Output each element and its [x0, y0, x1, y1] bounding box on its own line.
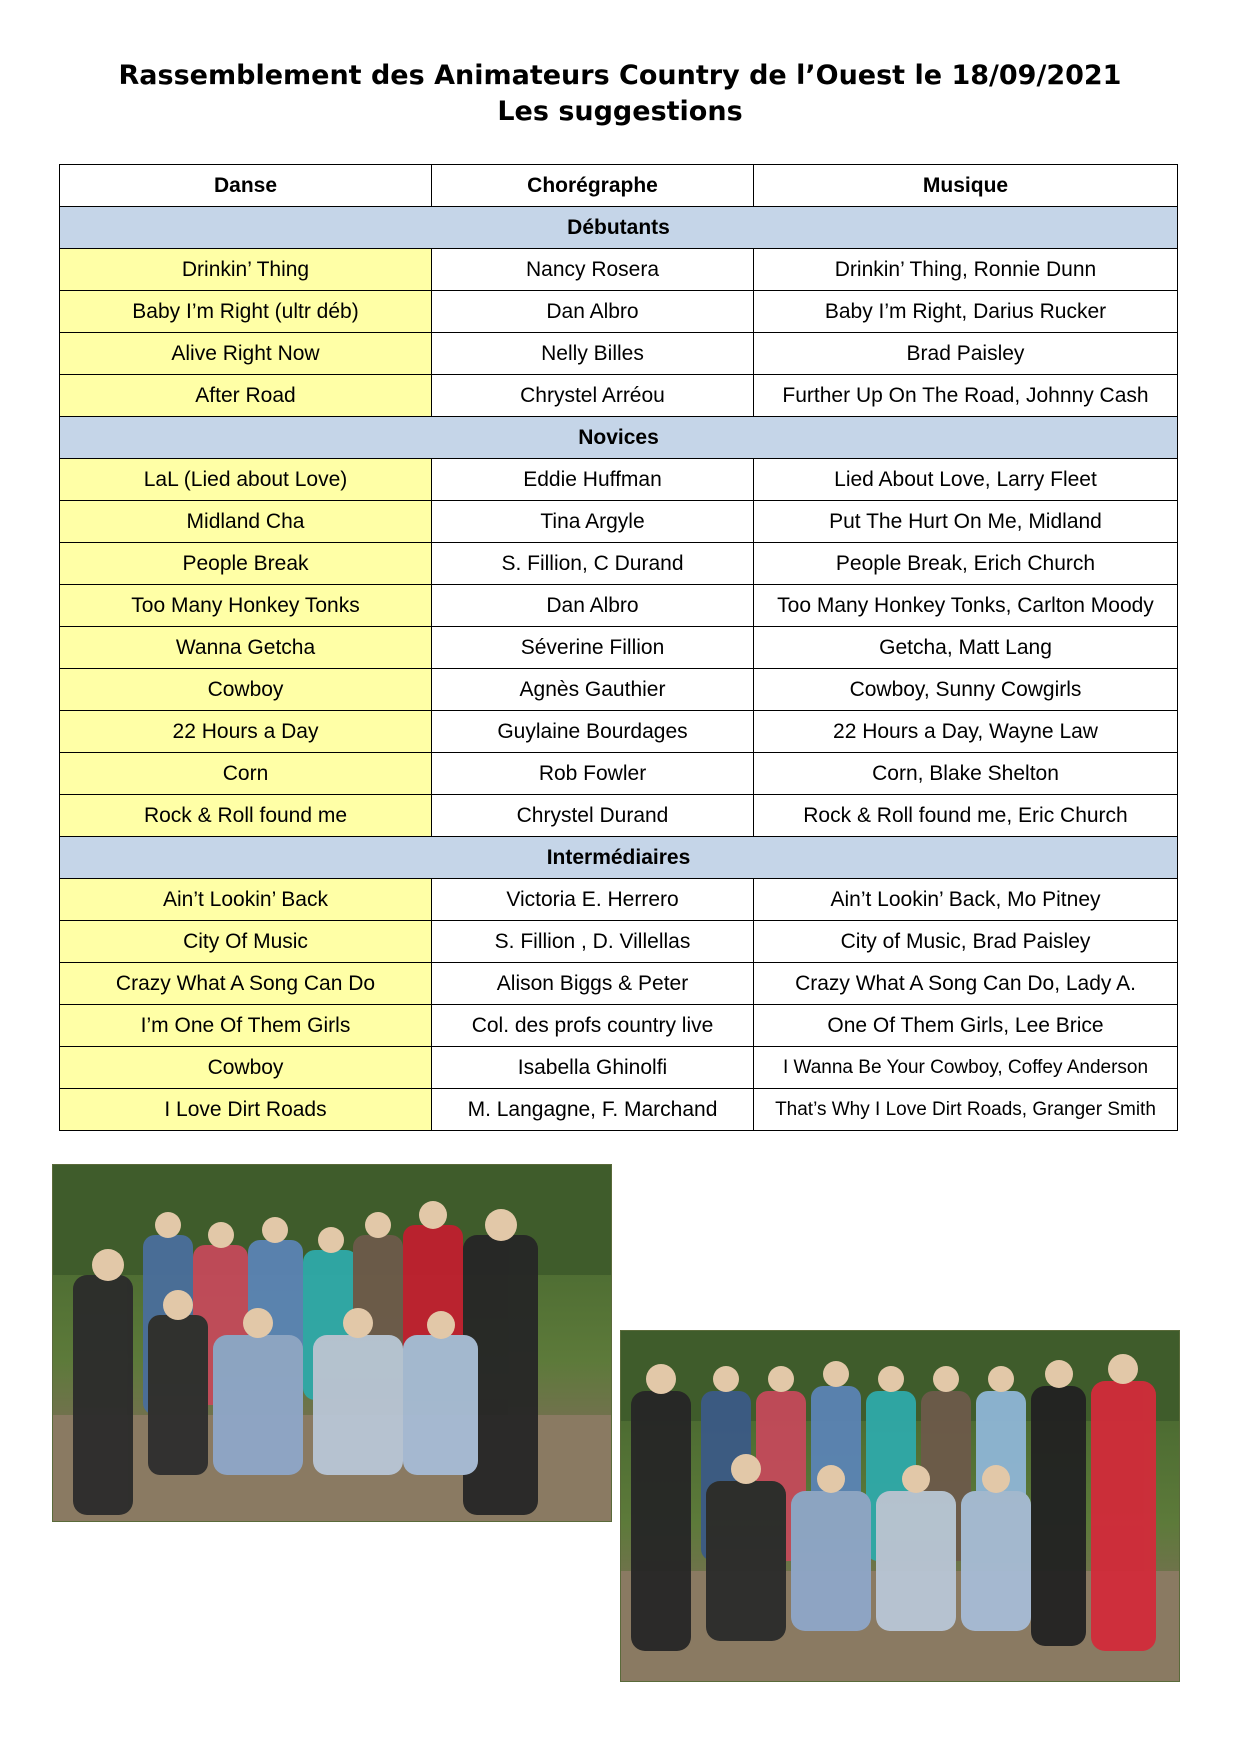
header-musique: Musique [754, 165, 1178, 207]
cell-choregraphe: Dan Albro [432, 291, 754, 333]
cell-choregraphe: Nancy Rosera [432, 249, 754, 291]
table-row [60, 291, 1178, 333]
cell-musique: Crazy What A Song Can Do, Lady A. [754, 963, 1178, 1005]
section-title: Intermédiaires [60, 837, 1178, 879]
group-photo-2-illustration [621, 1331, 1179, 1681]
table-body [60, 207, 1178, 1131]
cell-choregraphe: M. Langagne, F. Marchand [432, 1089, 754, 1131]
cell-musique: Brad Paisley [754, 333, 1178, 375]
cell-choregraphe: Dan Albro [432, 585, 754, 627]
table-header-row [60, 165, 1178, 207]
table-row [60, 375, 1178, 417]
table-row [60, 459, 1178, 501]
group-photo-1-illustration [53, 1165, 611, 1521]
section-title: Débutants [60, 207, 1178, 249]
cell-musique: People Break, Erich Church [754, 543, 1178, 585]
table-row [60, 879, 1178, 921]
cell-musique: Put The Hurt On Me, Midland [754, 501, 1178, 543]
cell-musique: Ain’t Lookin’ Back, Mo Pitney [754, 879, 1178, 921]
cell-choregraphe: Agnès Gauthier [432, 669, 754, 711]
cell-choregraphe: Isabella Ghinolfi [432, 1047, 754, 1089]
cell-musique: Lied About Love, Larry Fleet [754, 459, 1178, 501]
cell-danse: Wanna Getcha [60, 627, 432, 669]
cell-musique: Cowboy, Sunny Cowgirls [754, 669, 1178, 711]
cell-musique: Corn, Blake Shelton [754, 753, 1178, 795]
cell-musique: Further Up On The Road, Johnny Cash [754, 375, 1178, 417]
cell-danse: 22 Hours a Day [60, 711, 432, 753]
cell-choregraphe: Tina Argyle [432, 501, 754, 543]
table-row [60, 669, 1178, 711]
cell-danse: Baby I’m Right (ultr déb) [60, 291, 432, 333]
cell-danse: Drinkin’ Thing [60, 249, 432, 291]
table-row [60, 501, 1178, 543]
cell-choregraphe: Séverine Fillion [432, 627, 754, 669]
table-row [60, 1005, 1178, 1047]
table-row [60, 585, 1178, 627]
page-title [0, 58, 1240, 130]
cell-danse: Too Many Honkey Tonks [60, 585, 432, 627]
section-title: Novices [60, 417, 1178, 459]
cell-danse: Corn [60, 753, 432, 795]
table-row [60, 249, 1178, 291]
cell-musique: I Wanna Be Your Cowboy, Coffey Anderson [754, 1047, 1178, 1089]
cell-danse: City Of Music [60, 921, 432, 963]
cell-choregraphe: Guylaine Bourdages [432, 711, 754, 753]
cell-choregraphe: Rob Fowler [432, 753, 754, 795]
dance-suggestions-table [59, 164, 1178, 1131]
cell-danse: Crazy What A Song Can Do [60, 963, 432, 1005]
cell-danse: Midland Cha [60, 501, 432, 543]
cell-danse: I Love Dirt Roads [60, 1089, 432, 1131]
cell-choregraphe: S. Fillion , D. Villellas [432, 921, 754, 963]
table-row [60, 1089, 1178, 1131]
table-row [60, 963, 1178, 1005]
table-row [60, 795, 1178, 837]
cell-danse: Cowboy [60, 1047, 432, 1089]
table-row [60, 753, 1178, 795]
cell-choregraphe: Chrystel Durand [432, 795, 754, 837]
cell-musique: Too Many Honkey Tonks, Carlton Moody [754, 585, 1178, 627]
cell-musique: City of Music, Brad Paisley [754, 921, 1178, 963]
table-row [60, 1047, 1178, 1089]
cell-musique: Getcha, Matt Lang [754, 627, 1178, 669]
cell-choregraphe: Nelly Billes [432, 333, 754, 375]
cell-musique: One Of Them Girls, Lee Brice [754, 1005, 1178, 1047]
cell-choregraphe: Victoria E. Herrero [432, 879, 754, 921]
cell-choregraphe: Chrystel Arréou [432, 375, 754, 417]
header-danse: Danse [60, 165, 432, 207]
cell-danse: People Break [60, 543, 432, 585]
cell-danse: Ain’t Lookin’ Back [60, 879, 432, 921]
cell-danse: Rock & Roll found me [60, 795, 432, 837]
cell-musique: Rock & Roll found me, Eric Church [754, 795, 1178, 837]
group-photo-2 [620, 1330, 1180, 1682]
cell-musique: Baby I’m Right, Darius Rucker [754, 291, 1178, 333]
group-photo-1 [52, 1164, 612, 1522]
table-row [60, 711, 1178, 753]
cell-musique: Drinkin’ Thing, Ronnie Dunn [754, 249, 1178, 291]
cell-musique: 22 Hours a Day, Wayne Law [754, 711, 1178, 753]
header-choregraphe: Chorégraphe [432, 165, 754, 207]
cell-danse: I’m One Of Them Girls [60, 1005, 432, 1047]
cell-danse: Cowboy [60, 669, 432, 711]
cell-choregraphe: Col. des profs country live [432, 1005, 754, 1047]
cell-danse: LaL (Lied about Love) [60, 459, 432, 501]
table-row [60, 543, 1178, 585]
cell-danse: After Road [60, 375, 432, 417]
cell-choregraphe: Alison Biggs & Peter [432, 963, 754, 1005]
table-row [60, 921, 1178, 963]
title-line-1: Rassemblement des Animateurs Country de l’Ouest le 18/09/2021 [118, 60, 1122, 91]
table-row [60, 333, 1178, 375]
section-row [60, 207, 1178, 249]
cell-danse: Alive Right Now [60, 333, 432, 375]
section-row [60, 417, 1178, 459]
cell-choregraphe: S. Fillion, C Durand [432, 543, 754, 585]
section-row [60, 837, 1178, 879]
title-line-2: Les suggestions [497, 96, 743, 127]
table-row [60, 627, 1178, 669]
cell-choregraphe: Eddie Huffman [432, 459, 754, 501]
cell-musique: That’s Why I Love Dirt Roads, Granger Smith [754, 1089, 1178, 1131]
